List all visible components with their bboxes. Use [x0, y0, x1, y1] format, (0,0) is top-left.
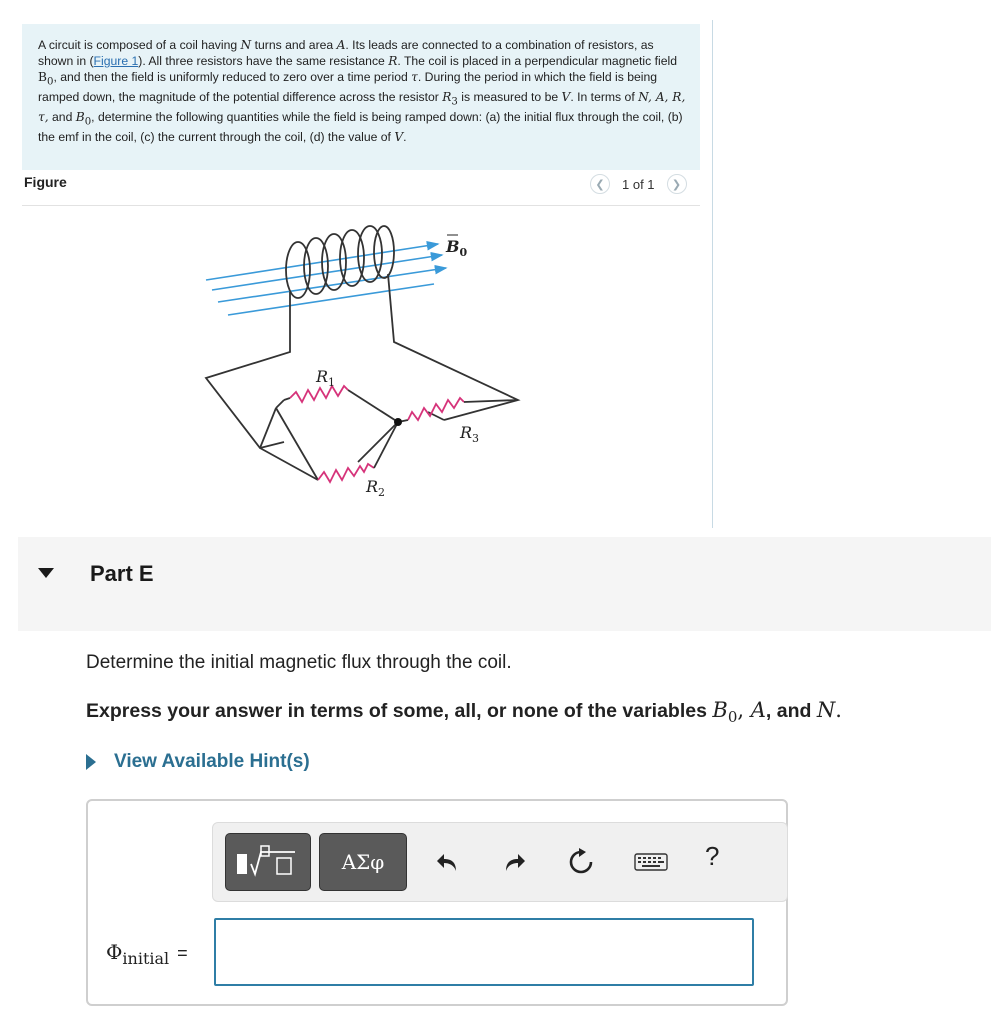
templates-button[interactable] [225, 833, 311, 891]
collapse-triangle-icon[interactable] [38, 568, 54, 578]
chevron-left-icon[interactable]: ❮ [590, 174, 610, 194]
answer-input[interactable] [214, 918, 754, 986]
question-text: Determine the initial magnetic flux through the coil. [86, 652, 512, 673]
coil [286, 226, 394, 298]
answer-label: $\Phi_{initial}$ = [106, 940, 188, 968]
part-title: Part E [90, 561, 154, 586]
problem-statement [22, 24, 700, 170]
junction-node [394, 418, 402, 426]
hint-triangle-icon [86, 754, 96, 770]
hint-label: View Available Hint(s) [114, 751, 310, 772]
help-button[interactable]: ? [705, 841, 720, 871]
panel-divider [712, 20, 713, 528]
circuit-figure [198, 222, 528, 502]
keyboard-icon[interactable] [633, 845, 669, 879]
redo-icon[interactable] [499, 845, 529, 879]
figure-pager [590, 173, 687, 195]
greek-symbols-button[interactable]: ΑΣφ [319, 833, 407, 891]
view-hints-link[interactable] [86, 751, 310, 773]
figure-title: Figure [24, 174, 67, 190]
svg-text:R3: $R_3$ [460, 423, 480, 445]
problem-text: A circuit is composed of a coil having N turns and area A. Its leads are connected to a combination of resistors, as shown in (Figure 1). All three resistors have the same resistance R. The coil is placed in a perpendicular magnetic field $B_0$, and then the field is uniformly reduced to zero over a time period τ. During the period in which the field is being ramped down, the magnitude of the potential difference across the resistor $R_3$ is measured to be V. In terms of N, A, R, τ, and $B_0$, determine the following quantities while the field is being ramped down: (a) the initial flux through the coil, (b) the emf in the coil, (c) the current through the coil, (d) the value of V. [38, 38, 686, 145]
math-toolbar [212, 822, 788, 902]
express-instructions: Express your answer in terms of some, all, or none of the variables $B_0$, A, and N. [86, 698, 842, 726]
resistors [290, 386, 464, 482]
templates-icon [233, 844, 303, 880]
reset-icon[interactable] [566, 845, 596, 879]
figure-link[interactable]: Figure 1 [93, 53, 139, 68]
chevron-right-icon[interactable]: ❯ [667, 174, 687, 194]
resistor-r1 [290, 386, 348, 402]
part-header[interactable] [18, 537, 991, 631]
svg-text:B0: $B_0$ [446, 237, 468, 259]
figure-page-count: 1 of 1 [622, 176, 655, 192]
svg-text:R1: $R_1$ [316, 367, 336, 389]
figure-divider [22, 205, 700, 206]
svg-text:R2: $R_2$ [366, 477, 386, 499]
circuit-wires [206, 274, 518, 480]
undo-icon[interactable] [433, 845, 463, 879]
